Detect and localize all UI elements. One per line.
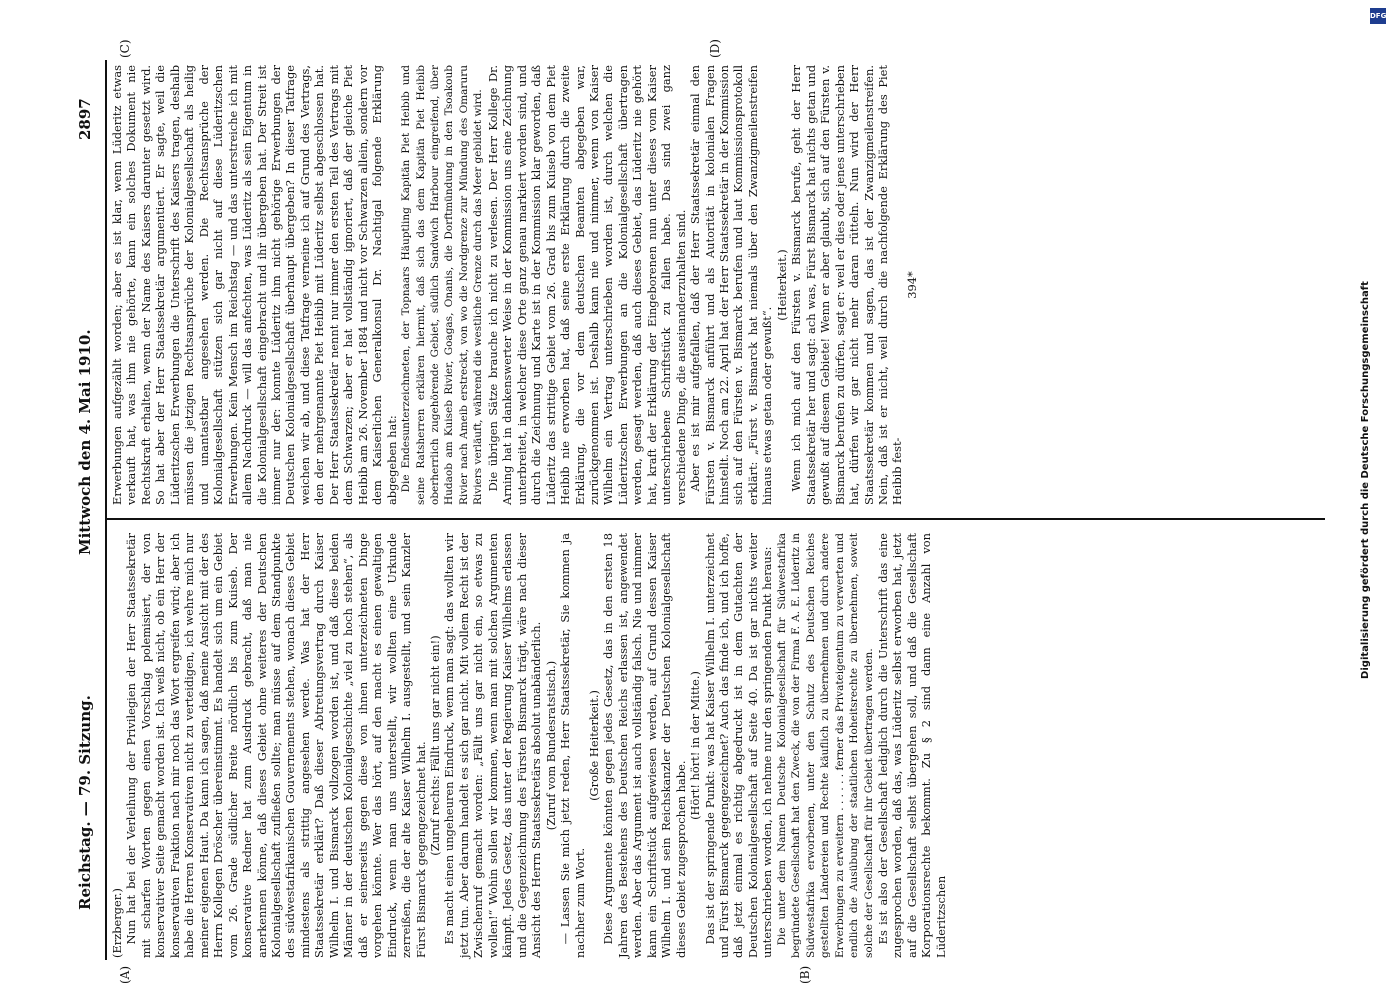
paragraph: Erwerbungen aufgezählt worden; aber es ist klar, wenn Lüderitz etwas verkauft hat, was ihm nie gehörte, kann ein solches Dokument nie Rechtskraft erhalten, wenn der Name des Kaisers darunter gesetzt wird. So hat aber der Herr Staatssekretär argumentiert. Er sagte, weil die Lüderitzschen Erwerbungen die Unterschrift des Kaisers tragen, deshalb müssen die jetzigen Rechtsansprüche der Kolonialgesellschaft als heilig und unantastbar angesehen werden. Die Rechtsansprüche der Kolonialgesellschaft stützen sich gar nicht auf diese Lüderitzschen Erwerbungen. Kein Mensch im Reichstag — und das unterstreiche ich mit allem Nachdruck — will das anfechten, was Lüderitz als sein Eigentum in die Kolonialgesellschaft eingebracht und ihr übergeben hat. Der Streit ist immer nur der: konnte Lüderitz ihm nicht gehörige Erwerbungen der Deutschen Kolonialgesellschaft überhaupt übergeben? In dieser Tatfrage weichen wir ab, und diese Tatfrage verneine ich auf Grund des Vertrags, den der mehrgenannte Piet Heibib mit Lüderitz selbst abgeschlossen hat. Der Herr Staatssekretär nennt nur immer den ersten Teil des Vertrags mit dem Schwarzen; aber er hat vollständig ignoriert, daß der gleiche Piet Heibib am 26. November 1884 und nicht vor Schwarzen allein, sondern vor dem Kaiserlichen Generalkonsul Dr. Nachtigal folgende Erklärung abgegeben hat: — [110, 65, 399, 505]
paragraph: Es ist also der Gesellschaft lediglich durch die Unterschrift das eine zugesprochen worden, daß das, was Lüderitz selbst erworben hat, jetzt auf die Gesellschaft selbst übergehen soll, und daß die Gesellschaft Korporationsrechte bekommt. Zu § 2 sind dann eine Anzahl von Lüderitzschen — [876, 533, 948, 958]
signature-mark: 394* — [904, 271, 919, 299]
digitization-credit: Digitalisierung gefördert durch die Deutsche Forschungsgemeinschaft — [1360, 281, 1371, 679]
margin-marker-c: (C) — [118, 39, 132, 58]
column-divider — [107, 519, 1325, 521]
interjection: (Zuruf rechts: Fällt uns gar nicht ein!) — [427, 635, 442, 856]
interjection: (Zuruf vom Bundesratstisch.) — [543, 660, 558, 831]
page-number: 2897 — [76, 98, 94, 140]
margin-marker-b: (B) — [798, 965, 812, 984]
dfg-logo: DFG — [1370, 8, 1386, 24]
header-center: Mittwoch den 4. Mai 1910. — [76, 329, 94, 555]
margin-marker-a: (A) — [118, 965, 132, 984]
speaker-name: (Erzberger.) — [110, 888, 124, 958]
paragraph: Diese Argumente könnten gegen jedes Gesetz, das in den ersten 18 Jahren des Bestehens des Deutschen Reichs erlassen ist, angewendet werden. Aber das Argument ist auch vollständig falsch. Nie und nimmer kann ein Schriftstück aufgewiesen werden, auf Grund dessen Kaiser Wilhelm I. und sein Reichskanzler der Deutschen Kolonialgesellschaft dieses Gebiet zugesprochen habe. — [601, 533, 688, 958]
paragraph: Es macht einen ungeheuren Eindruck, wenn man sagt: das wollten wir jetzt tun. Aber darum handelt es sich gar nicht. Mit vollem Recht ist der Zwischenruf gemacht worden: „Fällt uns gar nicht ein, so etwas zu wollen!“ Wohin sollen wir kommen, wenn man mit solchen Argumenten kämpft. Jedes Gesetz, das unter der Regierung Kaiser Wilhelms erlassen und die Gegenzeichnung des Fürsten Bismarck trägt, wäre nach dieser Ansicht des Herrn Staatssekretärs absolut unabänderlich. — [442, 533, 544, 958]
paragraph: Wenn ich mich auf den Fürsten v. Bismarck berufe, geht der Herr Staatssekretär her und sagt: ach was, Fürst Bismarck hat nichts getan und gewußt auf diesem Gebiete! Wenn er aber glaubt, sich auf den Fürsten v. Bismarck berufen zu dürfen, sagt er: weil er dies oder jenes unterschrieben hat, dürfen wir gar nicht mehr daran rütteln. Nun wird der Herr Staatssekretär kommen und sagen, das ist der Zwanzigmeilenstreifen. Nein, daß ist er nicht, weil durch die nachfolgende Erklärung des Piet Heibib fest- — [789, 65, 905, 505]
interjection: (Heiterkeit.) — [774, 249, 789, 321]
header-rule — [105, 60, 107, 960]
paragraph: — Lassen Sie mich jetzt reden, Herr Staatssekretär, Sie kommen ja nachher zum Wort. — [558, 533, 587, 958]
paragraph: Die übrigen Sätze brauche ich nicht zu verlesen. Der Herr Kollege Dr. Arning hat in dankenswerter Weise in der Kommission uns eine Zeichnung unterbreitet, in welcher diese Orte ganz genau markiert worden sind, und durch die Zeichnung und Karte ist in der Kommission klar geworden, daß Lüderitz das strittige Gebiet vom 26. Grad bis zum Kuiseb von dem Piet Heibib nie erworben hat, daß seine erste Erklärung durch die zweite Erklärung, die vor dem deutschen Beamten abgegeben war, zurückgenommen ist. Deshalb kann nie und nimmer, wenn von Kaiser Wilhelm ein Vertrag unterschrieben worden ist, durch welchen die Lüderitzschen Erwerbungen an die Kolonialgesellschaft übertragen werden, gesagt werden, daß auch dieses Gebiet, das Lüderitz nie gehört hat, kraft der Erklärung der Eingeborenen nun unter dieses vom Kaiser unterschriebene Schriftstück zu fallen habe. Das sind zwei ganz verschiedene Dinge, die auseinanderzuhalten sind. — [485, 65, 688, 505]
quotation: Die Endesunterzeichneten, der Topnaars Häuptling Kapitän Piet Heibib und seine Ratsherren erklären hiermit, daß sich das dem Kapitän Piet Heibib oberherrlich zugehörende Gebiet, südlich Sandwich Harbour eingreifend, über Hudaob am Kuiseb Rivier, Goagas, Onanis, die Dorftmündung in den Tsoakoub Rivier nach Ameib erstreckt, von wo die Nordgrenze zur Mündung des Omaruru Riviers verläuft, während die westliche Grenze durch das Meer gebildet wird. — [400, 65, 485, 505]
rotated-page-content — [70, 39, 1330, 984]
quotation: Die unter dem Namen Deutsche Kolonialgesellschaft für Südwestafrika begründete Gesellschaft hat den Zweck, die von der Firma F. A. E. Lüderitz in Südwestafrika erworbenen, unter den Schutz des Deutschen Reiches gestellten Ländereien und Rechte käuflich zu übernehmen und durch andere Erwerbungen zu erweitern . . . . . . ferner das Privateigentum zu verwerten und endlich die Ausübung der staatlichen Hoheitsrechte zu übernehmen, soweit solche der Gesellschaft für ihr Gebiet übertragen werden. — [775, 533, 875, 958]
margin-marker-d: (D) — [708, 39, 722, 58]
header-left: Reichstag. — 79. Sitzung. — [76, 695, 94, 910]
interjection: (Große Heiterkeit.) — [586, 690, 601, 801]
right-text-column — [110, 65, 1325, 505]
interjection: (Hört! hört! in der Mitte.) — [688, 671, 703, 820]
page-header — [70, 60, 104, 960]
paragraph: Das ist der springende Punkt: was hat Kaiser Wilhelm I. unterzeichnet und Fürst Bismarck gegengezeichnet? Auch das finde ich, und ich hoffe, daß jetzt einmal es richtig abgedruckt ist in dem Gutachten der Deutschen Kolonialgesellschaft auf Seite 40. Da ist gar nichts weiter unterschrieben worden, ich nehme nur den springenden Punkt heraus: — [702, 533, 775, 958]
paragraph: Aber es ist mir aufgefallen, daß der Herr Staatssekretär einmal den Fürsten v. Bismarck anführt und als Autorität in kolonialen Fragen hinstellt. Noch am 22. April hat der Herr Staatssekretär in der Kommission sich auf den Fürsten v. Bismarck berufen und laut Kommissionsprotokoll erklärt: „Fürst v. Bismarck hat niemals über den Zwanzigmeilenstreifen hinaus etwas getan oder gewußt“. — [688, 65, 775, 505]
paragraph: Nun hat bei der Verleihung der Privilegien der Herr Staatssekretär mit scharfen Worten gegen einen Vorschlag polemisiert, der von konservativer Seite gemacht worden ist. Ich weiß nicht, ob ein Herr der konservativen Fraktion nach mir noch das Wort ergreifen wird; aber ich habe die Herren Konservativen nicht zu verteidigen, ich wehre mich nur meiner eigenen Haut. Da kann ich sagen, daß meine Ansicht mit der des Herrn Kollegen Dröscher übereinstimmt. Es handelt sich um ein Gebiet vom 26. Grade südlicher Breite nördlich bis zum Kuiseb. Der konservative Redner hat zum Ausdruck gebracht, daß man nie anerkennen könne, daß dieses Gebiet ohne weiteres der Deutschen Kolonialgesellschaft zufließen sollte; man müsse auf dem Standpunkte des südwestafrikanischen Gouvernements stehen, wonach dieses Gebiet mindestens als strittig angesehen werde. Was hat der Herr Staatssekretär erklärt? Daß dieser Abtretungsvertrag durch Kaiser Wilhelm I. und Bismarck vollzogen worden ist, und daß diese beiden Männer in der deutschen Kolonialgeschichte „viel zu hoch stehen“, als daß er seinerseits gegen diese von ihnen unterzeichneten Dinge vorgehen könnte. Wer das hört, auf den macht es einen gewaltigen Eindruck, wenn man uns unterstellt, wir wollten eine Urkunde zerreißen, die der alte Kaiser Wilhelm I. ausgestellt, und sein Kanzler Fürst Bismarck gegengezeichnet hat. — [124, 533, 428, 958]
left-text-column — [110, 533, 1325, 958]
